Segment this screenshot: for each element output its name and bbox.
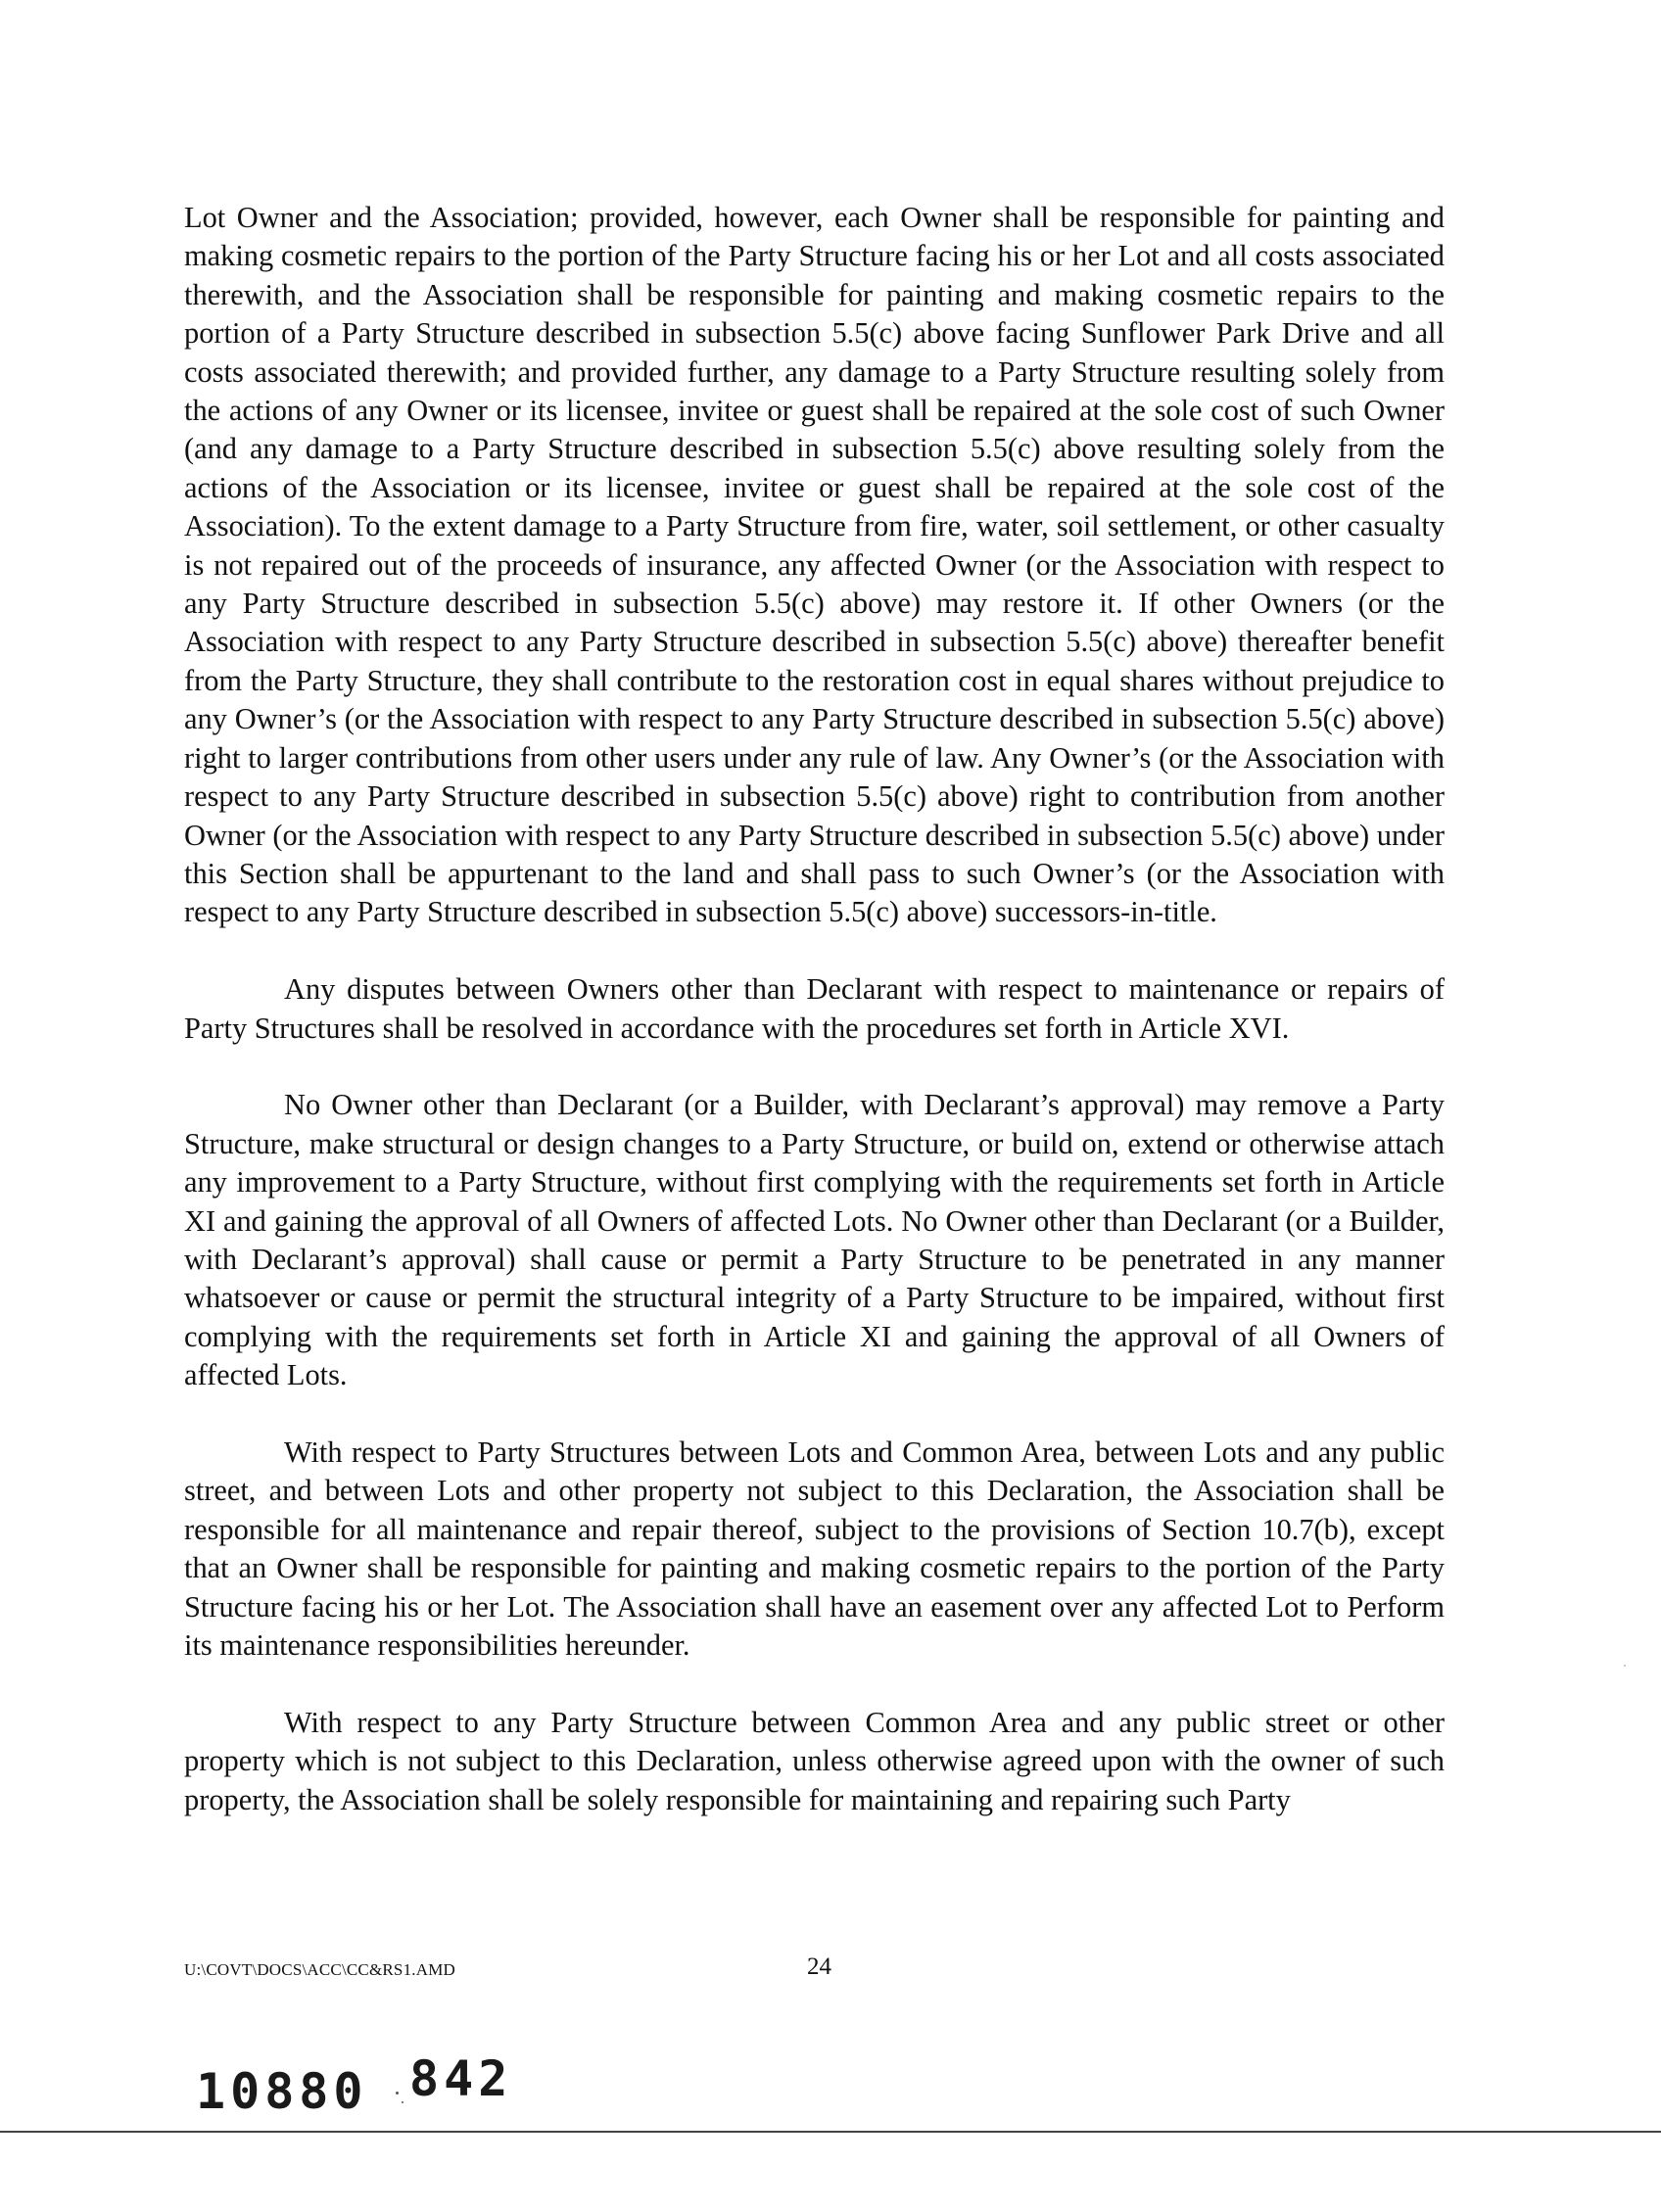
page-number: 24 [807,1953,831,1980]
paragraph-continued: Lot Owner and the Association; provided, however, each Owner shall be responsible for painting and making cosmetic repairs to the portion of the Party Structure facing his or her Lot and all costs associated therewith, and the Association shall be responsible for painting and making cosmetic repairs to the portion of a Party Structure described in subsection 5.5(c) above facing Sunflower Park Drive and all costs associated therewith; and provided further, any damage to a Party Structure resulting solely from the actions of any Owner or its licensee, invitee or guest shall be repaired at the sole cost of such Owner (and any damage to a Party Structure described in subsection 5.5(c) above resulting solely from the actions of the Association or its licensee, invitee or guest shall be repaired at the sole cost of the Association). To the extent damage to a Party Structure from fire, water, soil settlement, or other casualty is not repaired out of the proceeds of insurance, any affected Owner (or the Association with respect to any Party Structure described in subsection 5.5(c) above) may restore it. If other Owners (or the Association with respect to any Party Structure described in subsection 5.5(c) above) thereafter benefit from the Party Structure, they shall contribute to the restoration cost in equal shares without prejudice to any Owner’s (or the Association with respect to any Party Structure described in subsection 5.5(c) above) right to larger contributions from other users under any rule of law. Any Owner’s (or the Association with respect to any Party Structure described in subsection 5.5(c) above) right to contribution from another Owner (or the Association with respect to any Party Structure described in subsection 5.5(c) above) under this Section shall be appurtenant to the land and shall pass to such Owner’s (or the Association with respect to any Party Structure described in subsection 5.5(c) above) successors-in-title. [184,201,1445,929]
paragraph-alterations: No Owner other than Declarant (or a Builder, with Declarant’s approval) may remove a Party Structure, make structural or design changes to a Party Structure, or build on, extend or otherwise attach any improvement to a Party Structure, without first complying with the requirements set forth in Article XI and gaining the approval of all Owners of affected Lots. No Owner other than Declarant (or a Builder, with Declarant’s approval) shall cause or permit a Party Structure to be penetrated in any manner whatsoever or cause or permit the structural integrity of a Party Structure to be impaired, without first complying with the requirements set forth in Article XI and gaining the approval of all Owners of affected Lots. [184,1088,1445,1392]
footer-file-path: U:\COVT\DOCS\ACC\CC&RS1.AMD [184,1960,455,1979]
scan-speck [1624,1665,1626,1667]
paragraph-disputes: Any disputes between Owners other than Declarant with respect to maintenance or repairs of Party Structures shall be resolved in accordance with the procedures set forth in Article XVI. [184,972,1445,1045]
document-body [184,199,1445,1858]
paragraph-common-area-lots: With respect to Party Structures between Lots and Common Area, between Lots and any public street, and between Lots and other property not subject to this Declaration, the Association shall be responsible for all maintenance and repair thereof, subject to the provisions of Section 10.7(b), except that an Owner shall be responsible for painting and making cosmetic repairs to the portion of the Party Structure facing his or her Lot. The Association shall have an easement over any affected Lot to Perform its maintenance responsibilities hereunder. [184,1435,1445,1662]
scan-speck [396,2092,399,2094]
recording-book-number: 10880 [196,2063,368,2120]
scan-speck [402,2101,403,2103]
paragraph-public-street: With respect to any Party Structure between Common Area and any public street or other property which is not subject to this Declaration, unless otherwise agreed upon with the owner of such property, the Association shall be solely responsible for maintaining and repairing such Party [184,1705,1445,1816]
recording-page-number: 842 [409,2050,513,2107]
bottom-scan-rule [0,2131,1661,2133]
